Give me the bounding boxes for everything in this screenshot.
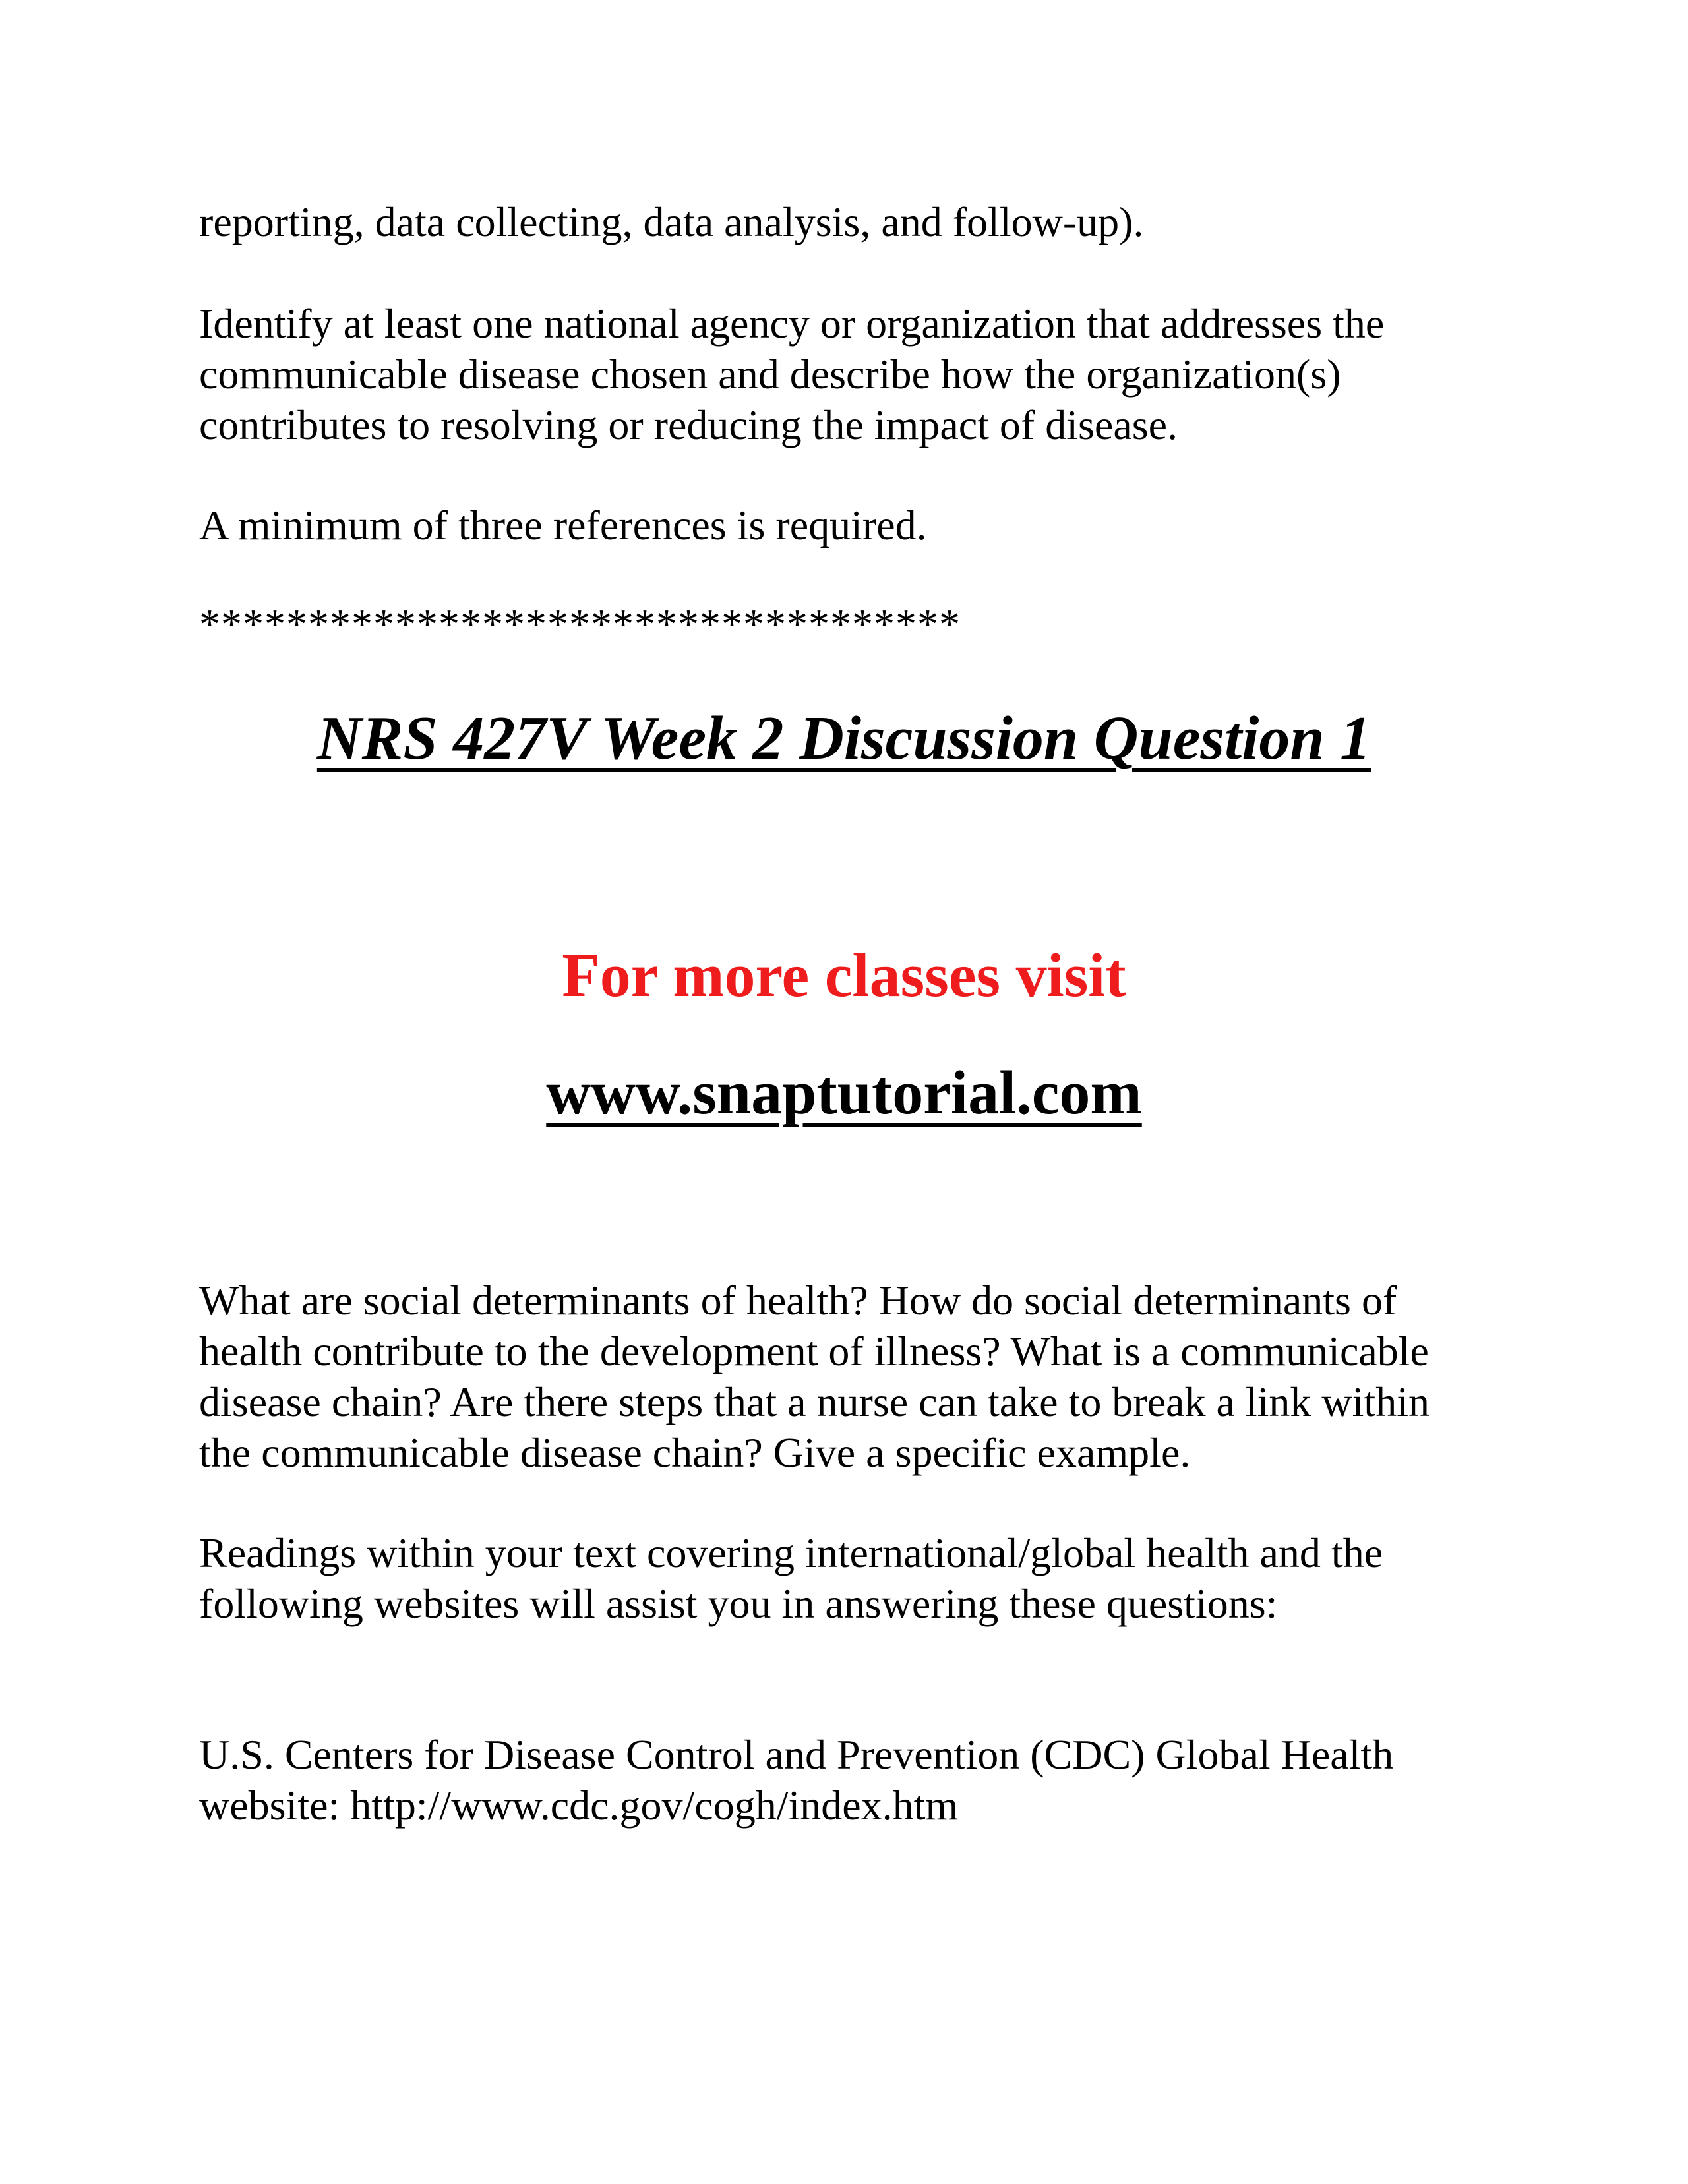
body-paragraph-1 xyxy=(199,1275,1531,1478)
body-paragraph-2 xyxy=(199,1527,1531,1629)
intro-paragraph-2 xyxy=(199,298,1531,450)
promo-text: For more classes visit xyxy=(562,941,1126,1010)
text-line: disease chain? Are there steps that a nurse can take to break a link within xyxy=(199,1378,1430,1425)
body-paragraph-3 xyxy=(199,1729,1531,1831)
text-line: Readings within your text covering international/global health and the xyxy=(199,1529,1383,1576)
promo-link[interactable]: www.snaptutorial.com xyxy=(546,1059,1142,1127)
text-line: health contribute to the development of illness? What is a communicable xyxy=(199,1328,1429,1374)
text-line: reporting, data collecting, data analysis, and follow-up). xyxy=(199,198,1144,245)
page-title: NRS 427V Week 2 Discussion Question 1 xyxy=(316,704,1372,773)
intro-paragraph-3 xyxy=(199,500,1531,550)
text-line: What are social determinants of health? How do social determinants of xyxy=(199,1277,1397,1324)
text-line: U.S. Centers for Disease Control and Prevention (CDC) Global Health xyxy=(199,1731,1394,1778)
text-line: Identify at least one national agency or organization that addresses the xyxy=(199,300,1385,347)
text-line: website: http://www.cdc.gov/cogh/index.htm xyxy=(199,1782,959,1829)
text-line: following websites will assist you in answering these questions: xyxy=(199,1580,1278,1627)
text-line: contributes to resolving or reducing the impact of disease. xyxy=(199,401,1178,448)
text-line: communicable disease chosen and describe how the organization(s) xyxy=(199,351,1341,398)
text-line: the communicable disease chain? Give a specific example. xyxy=(199,1429,1191,1476)
separator-stars: *********************************** xyxy=(199,601,961,647)
intro-paragraph-1 xyxy=(199,196,1531,247)
text-line: A minimum of three references is required. xyxy=(199,502,927,548)
